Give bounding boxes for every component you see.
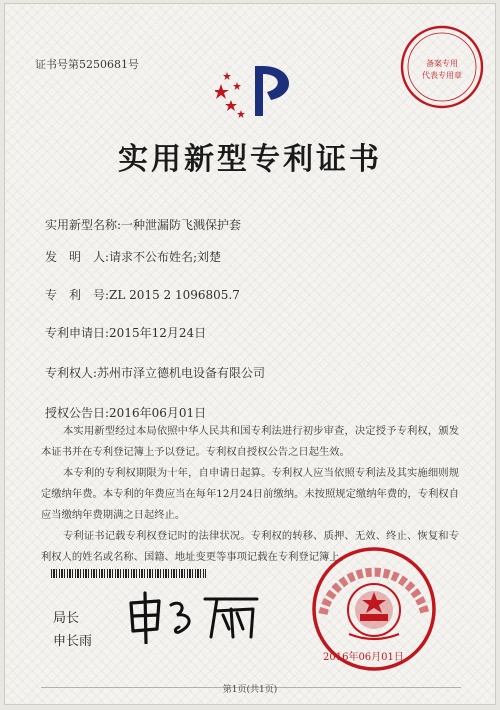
field-value: 苏州市泽立德机电设备有限公司 <box>97 366 266 380</box>
director-name: 申长雨 <box>53 634 93 649</box>
field-value: 2016年06月01日 <box>109 406 207 420</box>
patent-certificate <box>4 3 496 705</box>
director-title: 局长 <box>53 611 80 626</box>
corner-seal-line1: 备案专用 <box>426 59 458 68</box>
field-label: 实用新型名称: <box>45 218 122 232</box>
field-label: 授权公告日: <box>45 406 110 420</box>
certificate-title: 实用新型专利证书 <box>118 142 382 177</box>
certificate-number: 证书号第5250681号 <box>35 58 139 71</box>
page-number: 第1页(共1页) <box>222 685 278 695</box>
field-grant-date <box>45 404 206 421</box>
barcode <box>51 569 206 578</box>
field-value: 2015年12月24日 <box>109 326 207 340</box>
field-value: 一种泄漏防飞溅保护套 <box>121 218 242 232</box>
field-label: 发 明 人: <box>45 250 110 264</box>
field-value: ZL 2015 2 1096805.7 <box>109 288 240 302</box>
handwritten-signature-icon <box>125 589 265 644</box>
field-label: 专利申请日: <box>45 326 110 340</box>
field-label: 专 利 号: <box>45 288 110 302</box>
sipo-logo-icon <box>215 56 315 126</box>
body-paragraph-2: 本专利的专利权期限为十年，自申请日起算。专利权人应当依照专利法及其实施细则规定缴纳年费。本专利的年费应当在每年12月24日前缴纳。未按照规定缴纳年费的，专利权自应当缴纳年费期满之日起终止。 <box>41 467 459 521</box>
field-utility-model-name <box>45 216 241 233</box>
field-patent-number <box>45 286 240 303</box>
seal-date: 2016年06月01日 <box>323 652 404 663</box>
agency-seal-icon <box>397 22 487 112</box>
field-patentee <box>45 364 265 381</box>
body-paragraph-3: 专利证书记载专利权登记时的法律状况。专利权的转移、质押、无效、终止、恢复和专利权人的姓名或名称、国籍、地址变更等事项记载在专利登记簿上。 <box>41 530 459 563</box>
field-value: 请求不公布姓名;刘楚 <box>109 250 222 264</box>
field-label: 专利权人: <box>45 366 98 380</box>
field-application-date <box>45 324 206 341</box>
field-inventor <box>45 248 221 265</box>
corner-seal-line2: 代表专用章 <box>422 71 462 80</box>
body-paragraph-1: 本实用新型经过本局依照中华人民共和国专利法进行初步审查，决定授予专利权，颁发本证书并在专利登记簿上予以登记。专利权自授权公告之日起生效。 <box>41 425 459 458</box>
